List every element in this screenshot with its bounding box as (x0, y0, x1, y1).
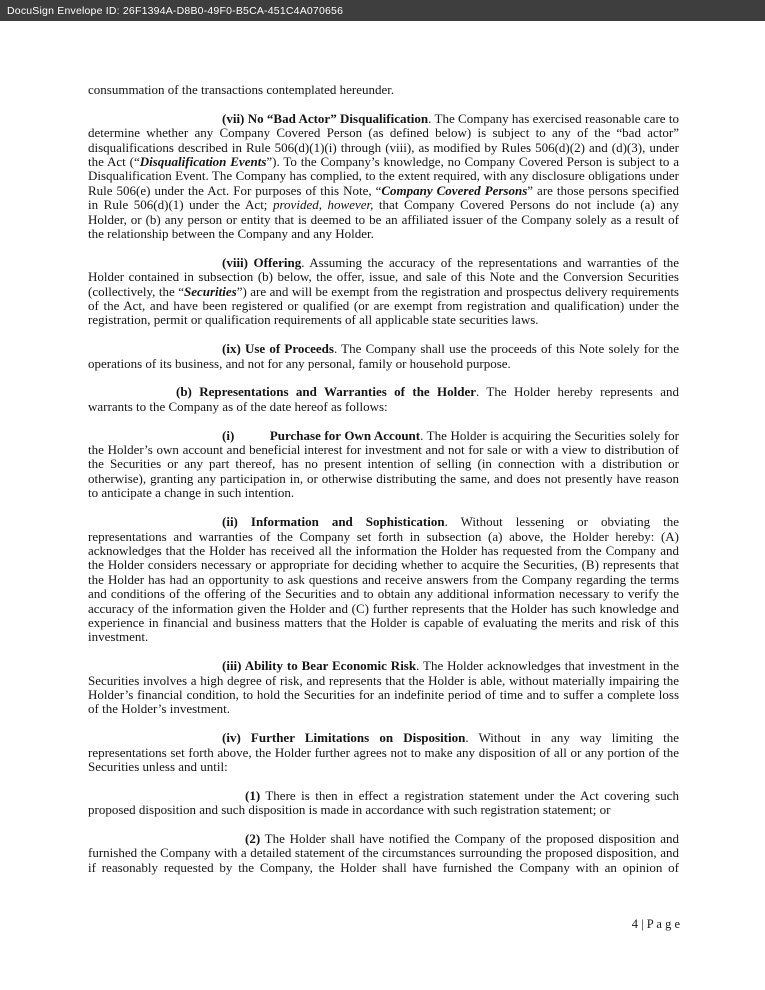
text-run: (ix) Use of Proceeds (222, 341, 334, 357)
text-run: . Without in any way limiting the representations set forth above, the Holder further agrees not to make any disposition of all or any portion of the Securities unless and until: (88, 730, 679, 774)
paragraph-iii-bear-economic-risk (88, 659, 679, 717)
docusign-envelope-id: DocuSign Envelope ID: 26F1394A-D8B0-49F0-B5CA-451C4A070656 (7, 4, 344, 17)
paragraph-vii-no-bad-actor (88, 112, 679, 242)
text-run: . The Company shall use the proceeds of this Note solely for the operations of its business, and not for any personal, family or household purpose. (88, 341, 679, 371)
text-run: . The Holder acknowledges that investment in the Securities involves a high degree of risk, and represents that the Holder is able, without materially impairing the Holder’s financial condition, to hold the Securities for an indefinite period of time and to suffer a complete loss of the Holder’s investment. (88, 658, 679, 717)
text-run: (iv) Further Limitations on Disposition (222, 730, 466, 746)
text-run: . The Holder is acquiring the Securities solely for the Holder’s own account and beneficial interest for investment and not for sale or with a view to distribution of the Securities or any part thereof, has no present intention of selling (in connection with a distribution or otherwise), granting any participation in, or otherwise distributing the same, and does not presently have reason to anticipate a change in such intention. (88, 427, 679, 501)
text-run: (iii) Ability to Bear Economic Risk (222, 658, 417, 674)
text-run: The Holder shall have notified the Company of the proposed disposition and furnished the Company with a detailed statement of the circumstances surrounding the proposed disposition, and if reasonably requested by the Company, the Holder shall have furnished the Company with an opinion of (88, 830, 679, 875)
text-run: provided, however, (272, 197, 374, 213)
text-run: (b) Representations and Warranties of the Holder (176, 384, 477, 400)
text-run: ”). To the Company’s knowledge, no Company Covered Person is subject to a Disqualification Event. The Company has complied, to the extent required, with any disclosure obligations under Rule 506(e) under the Act. For purposes of this Note, “ (88, 154, 679, 198)
page-number: 4 | P a g e (631, 917, 680, 931)
paragraph-ix-use-of-proceeds (88, 342, 679, 371)
docusign-envelope-bar (0, 0, 765, 21)
paragraph-b-reps-warranties-holder (88, 385, 679, 414)
text-run: (viii) Offering (222, 254, 302, 270)
text-run: consummation of the transactions contemplated hereunder. (88, 82, 395, 97)
text-run: (1) (245, 787, 261, 803)
text-run: ”) are and will be exempt from the registration and prospectus delivery requirements of the Act, and have been registered or qualified (or are exempt from registration and qualification) under the registration, permit or qualification requirements of all applicable state securities laws. (88, 283, 679, 328)
text-run: . Without lessening or obviating the representations and warranties of the Company set forth in subsection (a) above, the Holder hereby: (A) acknowledges that the Holder has received all the information the Holder has requested from the Company and the Holder considers necessary or appropriate for deciding whether to acquire the Securities, (B) represents that the Holder has had an opportunity to ask questions and receive answers from the Company regarding the terms and conditions of the offering of the Securities and to obtain any additional information necessary to verify the accuracy of the information given the Holder and (C) further represents that the Holder has such knowledge and experience in financial and business matters that the Holder is capable of evaluating the merits and risk of this investment. (88, 514, 679, 645)
paragraph-viii-offering (88, 256, 679, 328)
paragraph-intro (88, 83, 679, 97)
text-run: Disqualification Events (139, 154, 267, 170)
page-number-footer (632, 917, 680, 932)
text-run: that Company Covered Persons do not include (a) any Holder, or (b) any person or entity that is deemed to be an affiliated issuer of the Company solely as a result of the relationship between the Company and any Holder. (88, 197, 680, 242)
text-run: . The Company has exercised reasonable care to determine whether any Company Covered Person (as defined below) is subject to any of the “bad actor” disqualifications described in Rule 506(d)(1)(i) through (viii), as modified by Rules 506(d)(2) and (d)(3), under the Act (“ (88, 110, 679, 170)
paragraph-sub-1-registration (88, 789, 679, 818)
document-body (0, 21, 765, 890)
text-run: Company Covered Persons (381, 182, 528, 198)
text-run: There is then in effect a registration statement under the Act covering such proposed disposition and such disposition is made in accordance with such registration statement; or (88, 787, 679, 818)
paragraph-sub-2-notified (88, 832, 679, 875)
paragraph-i-purchase-own-account (88, 429, 679, 501)
text-run: (2) (245, 830, 261, 846)
text-run: (i) Purchase for Own Account (222, 427, 421, 443)
text-run: (ii) Information and Sophistication (222, 514, 445, 530)
text-run: Securities (183, 283, 237, 299)
text-run: ” are those persons specified in Rule 506(d)(1) under the Act; (88, 182, 679, 213)
text-run: . Assuming the accuracy of the representations and warranties of the Holder contained in subsection (b) below, the offer, issue, and sale of this Note and the Conversion Securities (collectively, the “ (88, 254, 679, 299)
text-run: . The Holder hereby represents and warrants to the Company as of the date hereof as follows: (88, 384, 679, 414)
paragraph-iv-further-limitations (88, 731, 679, 774)
paragraph-ii-information-sophistication (88, 515, 679, 645)
text-run: (vii) No “Bad Actor” Disqualification (222, 110, 429, 126)
